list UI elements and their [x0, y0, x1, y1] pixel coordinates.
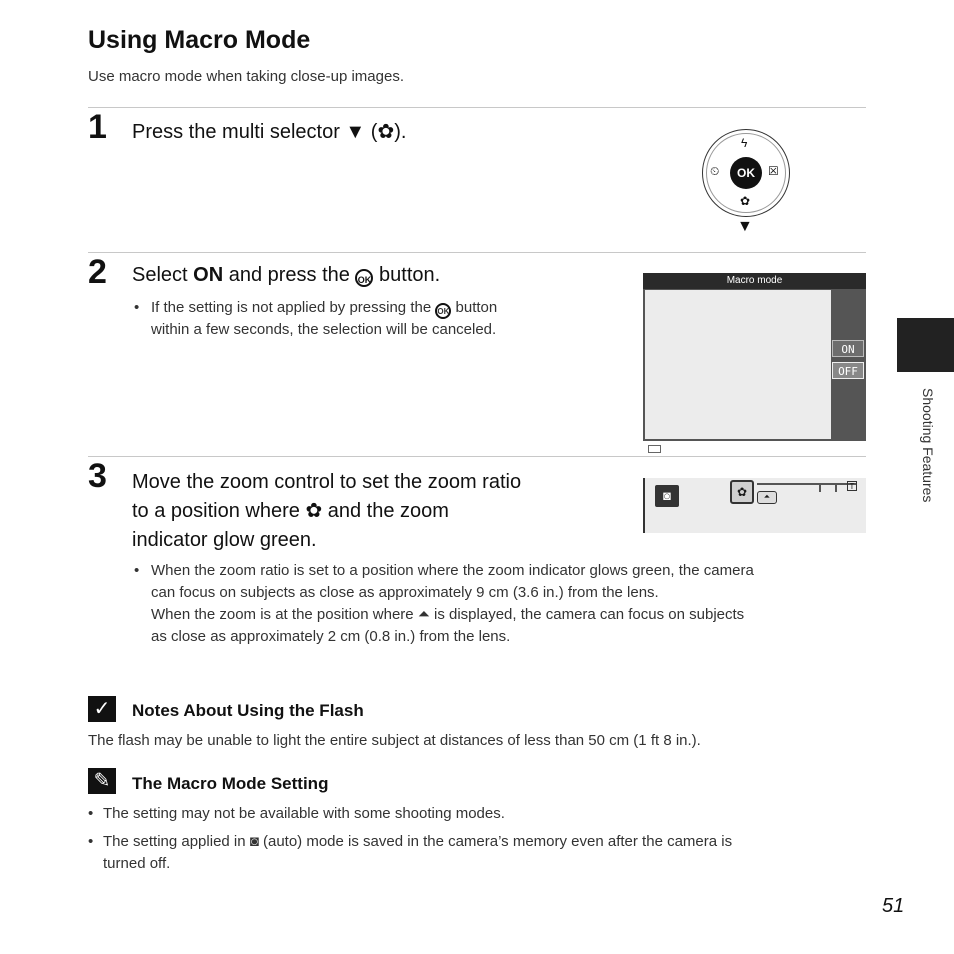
bullet-dot: •: [88, 833, 94, 850]
macro-icon: ✿: [377, 121, 395, 143]
bullet-text: If the setting is not applied by pressing the: [151, 299, 436, 316]
bullet-text: within a few seconds, the selection will be canceled.: [151, 321, 497, 338]
bullet-text: The setting applied in: [103, 833, 250, 850]
bullet-dot: •: [134, 299, 140, 316]
step-1-label: Press the multi selector: [132, 121, 340, 143]
bullet-text: as close as approximately 2 cm (0.8 in.) from the lens.: [151, 628, 511, 645]
step-3-line: Move the zoom control to set the zoom ratio: [132, 471, 522, 493]
camera-screen-macro-menu: [643, 273, 866, 441]
step-3-line: to a position where: [132, 500, 306, 522]
macro-setting-heading: The Macro Mode Setting: [132, 774, 329, 793]
step-1-text: [132, 119, 406, 144]
exposure-compensation-icon: ☒: [768, 164, 779, 178]
ok-button-icon: OK: [435, 303, 451, 319]
page-number: 51: [882, 895, 905, 917]
flash-notes-heading: Notes About Using the Flash: [132, 701, 364, 720]
step-2-on: ON: [193, 264, 224, 286]
section-label: Shooting Features: [920, 388, 936, 503]
bullet-text: can focus on subjects as close as approximately 9 cm (3.6 in.) from the lens.: [151, 584, 659, 601]
page-title: Using Macro Mode: [88, 26, 311, 54]
bullet-text: is displayed, the camera can focus on subjects: [429, 606, 745, 623]
step-2-post: button.: [373, 264, 441, 286]
step-3-line: and the zoom: [322, 500, 449, 522]
step-2-mid: and press the: [223, 264, 356, 286]
flash-icon: ϟ: [741, 136, 748, 150]
bullet-dot: •: [134, 562, 140, 579]
bullet-text: turned off.: [103, 855, 171, 872]
bullet-text: When the zoom ratio is set to a position where the zoom indicator glows green, the camera: [151, 562, 754, 579]
paren-open: (: [370, 121, 378, 143]
menu-option-off[interactable]: OFF: [832, 362, 864, 379]
macro-setting-bullet-1: [88, 803, 863, 825]
menu-body: [645, 290, 831, 439]
menu-option-on[interactable]: ON: [832, 340, 864, 357]
step-1-number: 1: [88, 108, 107, 146]
check-icon: ✓: [88, 696, 116, 722]
close-focus-icon: ⏶: [757, 491, 777, 504]
bullet-dot: •: [88, 805, 94, 822]
paren-close: ).: [394, 121, 407, 143]
camera-icon: ◙: [655, 485, 679, 507]
step-2-number: 2: [88, 253, 107, 291]
step-3-bullet: [134, 560, 871, 648]
section-tab: [897, 318, 954, 372]
bullet-text: button: [451, 299, 498, 316]
divider: [88, 252, 866, 253]
battery-icon: [648, 445, 661, 453]
step-2-text: [132, 264, 440, 287]
ok-button-icon: OK: [355, 269, 373, 287]
zoom-bar: [757, 483, 857, 485]
close-focus-icon: ⏶: [417, 606, 430, 623]
macro-icon: ✿: [305, 500, 323, 522]
macro-icon: ✿: [740, 194, 751, 208]
divider: [88, 456, 866, 457]
step-3-line: indicator glow green.: [132, 529, 317, 551]
down-arrow-icon: ▼: [345, 121, 366, 143]
macro-setting-bullet-2: [88, 831, 863, 875]
flash-notes-text: The flash may be unable to light the entire subject at distances of less than 50 cm (1 ft 8 in.).: [88, 732, 701, 749]
divider: [88, 107, 866, 108]
bullet-text: When the zoom is at the position where: [151, 606, 418, 623]
menu-title: Macro mode: [643, 273, 866, 289]
macro-zoom-icon: ✿: [730, 480, 754, 504]
tele-indicator: T: [847, 481, 857, 491]
self-timer-icon: ⏲: [710, 164, 720, 178]
pencil-icon: ✎: [88, 768, 116, 794]
intro-text: Use macro mode when taking close-up images.: [88, 68, 404, 85]
step-2-pre: Select: [132, 264, 194, 286]
bullet-text: The setting may not be available with some shooting modes.: [103, 805, 505, 822]
camera-icon: ◙: [249, 833, 259, 850]
step-2-bullet: [134, 297, 611, 341]
camera-screen-zoom: [643, 478, 866, 533]
ok-button-icon: OK: [730, 157, 762, 189]
zoom-tick: [835, 483, 837, 492]
step-3-text: [132, 468, 521, 555]
zoom-tick: [819, 483, 821, 492]
bullet-text: (auto) mode is saved in the camera’s memory even after the camera is: [258, 833, 733, 850]
down-arrow-icon: ▼: [737, 218, 753, 235]
step-3-number: 3: [88, 457, 107, 495]
